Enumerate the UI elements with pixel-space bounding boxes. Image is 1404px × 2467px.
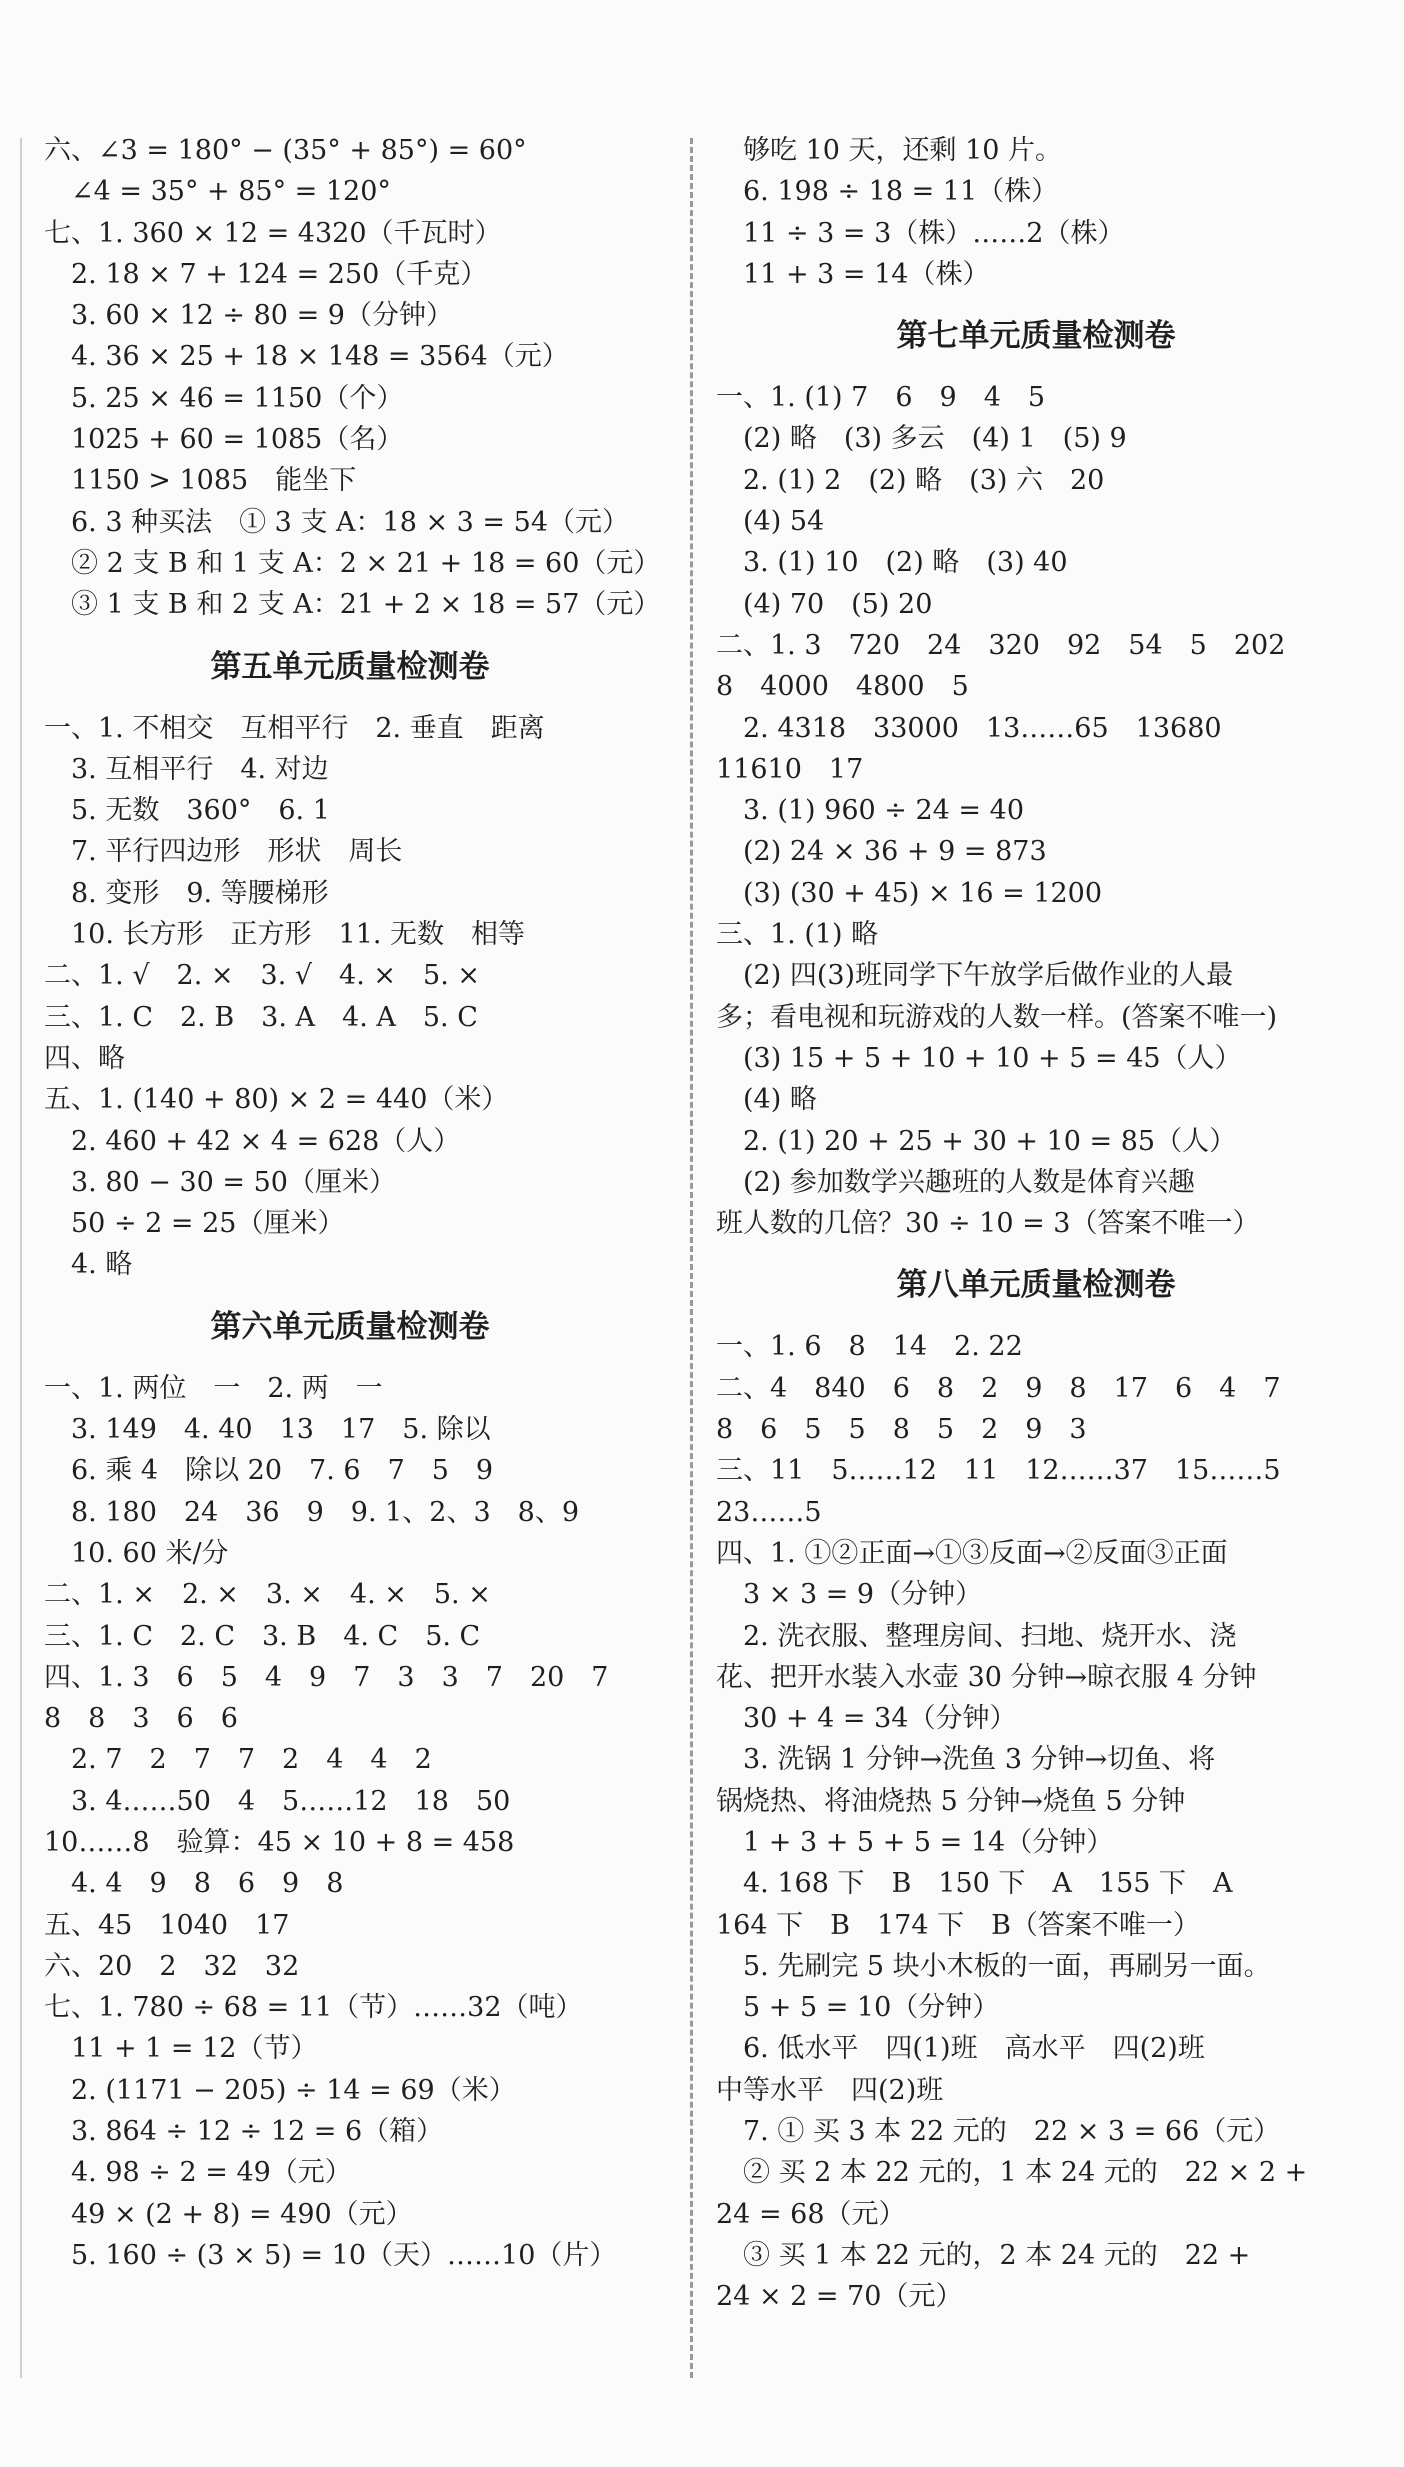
answer-line: 四、1. ①②正面→①③反面→②反面③正面 <box>716 1537 1228 1569</box>
answer-line: 2. (1171 − 205) ÷ 14 = 69（米） <box>44 2074 516 2106</box>
answer-line: 中等水平 四(2)班 <box>716 2074 944 2106</box>
answer-line: 2. (1) 20 + 25 + 30 + 10 = 85（人） <box>716 1125 1237 1157</box>
answer-line: 10……8 验算：45 × 10 + 8 = 458 <box>44 1826 515 1858</box>
answer-line: 164 下 B 174 下 B（答案不唯一） <box>716 1909 1200 1941</box>
answer-line: 三、1. (1) 略 <box>716 919 879 951</box>
answer-line: 四、1. 3 6 5 4 9 7 3 3 7 20 7 <box>44 1661 609 1693</box>
section-heading: 第七单元质量检测卷 <box>896 318 1176 355</box>
answer-line: ② 买 2 本 22 元的，1 本 24 元的 22 × 2 + <box>716 2157 1308 2189</box>
answer-line: 多；看电视和玩游戏的人数一样。(答案不唯一) <box>716 1001 1278 1033</box>
answer-line: (4) 54 <box>716 506 825 538</box>
answer-line: 3. (1) 960 ÷ 24 = 40 <box>716 795 1024 827</box>
answer-line: 23……5 <box>716 1496 822 1528</box>
answer-line: 2. 7 2 7 7 2 4 4 2 <box>44 1744 432 1776</box>
answer-line: 3. 60 × 12 ÷ 80 = 9（分钟） <box>44 300 453 332</box>
answer-line: 24 × 2 = 70（元） <box>716 2281 963 2313</box>
answer-line: 三、1. C 2. C 3. B 4. C 5. C <box>44 1620 481 1652</box>
answer-line: 3. 864 ÷ 12 ÷ 12 = 6（箱） <box>44 2116 444 2148</box>
answer-line: 二、1. √ 2. × 3. √ 4. × 5. × <box>44 960 480 992</box>
answer-line: 锅烧热、将油烧热 5 分钟→烧鱼 5 分钟 <box>716 1785 1186 1817</box>
answer-line: 49 × (2 + 8) = 490（元） <box>44 2198 413 2230</box>
answer-line: ② 2 支 B 和 1 支 A：2 × 21 + 18 = 60（元） <box>44 547 661 579</box>
answer-line: 2. 4318 33000 13……65 13680 <box>716 712 1222 744</box>
answer-line: 8 6 5 5 8 5 2 9 3 <box>716 1414 1087 1446</box>
answer-line: 6. 低水平 四(1)班 高水平 四(2)班 <box>716 2033 1205 2065</box>
answer-line: 三、11 5……12 11 12……37 15……5 <box>716 1455 1281 1487</box>
answer-line: 4. 168 下 B 150 下 A 155 下 A <box>716 1868 1233 1900</box>
answer-line: 30 + 4 = 34（分钟） <box>716 1703 1017 1735</box>
answer-line: 1025 + 60 = 1085（名） <box>44 424 404 456</box>
answer-line: 11 + 3 = 14（株） <box>716 258 990 290</box>
answer-line: 班人数的几倍？30 ÷ 10 = 3（答案不唯一） <box>716 1208 1260 1240</box>
answer-line: 6. 3 种买法 ① 3 支 A：18 × 3 = 54（元） <box>44 506 629 538</box>
answer-line: (3) (30 + 45) × 16 = 1200 <box>716 877 1103 909</box>
answer-line: 一、1. 不相交 互相平行 2. 垂直 距离 <box>44 712 545 744</box>
answer-line: 3. 互相平行 4. 对边 <box>44 753 329 785</box>
answer-line: 1 + 3 + 5 + 5 = 14（分钟） <box>716 1826 1114 1858</box>
answer-line: 8 8 3 6 6 <box>44 1703 238 1735</box>
section-heading: 第五单元质量检测卷 <box>210 648 490 685</box>
left-margin-line <box>20 138 22 2378</box>
answer-line: 2. 洗衣服、整理房间、扫地、烧开水、浇 <box>716 1620 1237 1652</box>
answer-line: (2) 24 × 36 + 9 = 873 <box>716 836 1047 868</box>
section-heading: 第八单元质量检测卷 <box>896 1267 1176 1304</box>
answer-line: 五、45 1040 17 <box>44 1909 290 1941</box>
answer-line: 6. 乘 4 除以 20 7. 6 7 5 9 <box>44 1455 494 1487</box>
answer-line: 2. 18 × 7 + 124 = 250（千克） <box>44 258 488 290</box>
answer-line: 8. 变形 9. 等腰梯形 <box>44 877 329 909</box>
answer-line: 3. (1) 10 (2) 略 (3) 40 <box>716 547 1068 579</box>
answer-line: 50 ÷ 2 = 25（厘米） <box>44 1208 345 1240</box>
answer-line: 六、20 2 32 32 <box>44 1950 300 1982</box>
answer-line: 7. 平行四边形 形状 周长 <box>44 836 403 868</box>
answer-line: 3. 80 − 30 = 50（厘米） <box>44 1166 396 1198</box>
answer-line: (2) 参加数学兴趣班的人数是体育兴趣 <box>716 1166 1195 1198</box>
answer-line: 六、∠3 = 180° − (35° + 85°) = 60° <box>44 135 527 166</box>
answer-line: 4. 4 9 8 6 9 8 <box>44 1868 344 1900</box>
answer-line: 一、1. 6 8 14 2. 22 <box>716 1331 1023 1363</box>
answer-line: 三、1. C 2. B 3. A 4. A 5. C <box>44 1001 478 1033</box>
answer-line: 3. 4……50 4 5……12 18 50 <box>44 1785 511 1817</box>
answer-line: 七、1. 780 ÷ 68 = 11（节）……32（吨） <box>44 1992 583 2024</box>
answer-line: 5. 无数 360° 6. 1 <box>44 795 330 827</box>
column-divider <box>690 138 693 2378</box>
answer-line: (3) 15 + 5 + 10 + 10 + 5 = 45（人） <box>716 1042 1242 1074</box>
answer-line: 4. 略 <box>44 1249 133 1281</box>
answer-line: 一、1. (1) 7 6 9 4 5 <box>716 382 1046 414</box>
answer-line: 5. 先刷完 5 块小木板的一面，再刷另一面。 <box>716 1950 1271 1982</box>
answer-line: 6. 198 ÷ 18 = 11（株） <box>716 176 1059 208</box>
answer-line: 11610 17 <box>716 753 864 785</box>
answer-line: 二、1. × 2. × 3. × 4. × 5. × <box>44 1579 491 1611</box>
answer-line: 2. (1) 2 (2) 略 (3) 六 20 <box>716 464 1105 496</box>
answer-line: 四、略 <box>44 1042 125 1074</box>
right-answer-column <box>716 130 1356 2318</box>
answer-line: 七、1. 360 × 12 = 4320（千瓦时） <box>44 217 502 249</box>
answer-line: 11 + 1 = 12（节） <box>44 2033 318 2065</box>
answer-line: 3. 149 4. 40 13 17 5. 除以 <box>44 1414 491 1446</box>
answer-line: 2. 460 + 42 × 4 = 628（人） <box>44 1125 461 1157</box>
section-heading: 第六单元质量检测卷 <box>210 1308 490 1345</box>
answer-line: 7. ① 买 3 本 22 元的 22 × 3 = 66（元） <box>716 2116 1281 2148</box>
answer-line: (2) 略 (3) 多云 (4) 1 (5) 9 <box>716 423 1127 455</box>
answer-line: 五、1. (140 + 80) × 2 = 440（米） <box>44 1084 509 1116</box>
answer-line: 一、1. 两位 一 2. 两 一 <box>44 1372 383 1404</box>
answer-line: 够吃 10 天，还剩 10 片。 <box>716 135 1063 166</box>
answer-line: 8 4000 4800 5 <box>716 671 969 703</box>
answer-line: 3. 洗锅 1 分钟→洗鱼 3 分钟→切鱼、将 <box>716 1744 1216 1776</box>
answer-line: (4) 略 <box>716 1084 817 1116</box>
answer-line: 4. 36 × 25 + 18 × 148 = 3564（元） <box>44 341 569 373</box>
answer-line: ③ 买 1 本 22 元的，2 本 24 元的 22 + <box>716 2239 1251 2271</box>
answer-line: 4. 98 ÷ 2 = 49（元） <box>44 2157 352 2189</box>
answer-line: 11 ÷ 3 = 3（株）……2（株） <box>716 217 1125 249</box>
answer-line: 5 + 5 = 10（分钟） <box>716 1992 1000 2024</box>
answer-line: 10. 60 米/分 <box>44 1537 229 1569</box>
answer-line: 5. 25 × 46 = 1150（个） <box>44 382 404 414</box>
answer-line: (4) 70 (5) 20 <box>716 588 933 620</box>
left-answer-column <box>44 130 661 2276</box>
answer-line: 二、4 840 6 8 2 9 8 17 6 4 7 <box>716 1372 1281 1404</box>
answer-line: 8. 180 24 36 9 9. 1、2、3 8、9 <box>44 1496 580 1528</box>
answer-line: 24 = 68（元） <box>716 2198 906 2230</box>
answer-line: ∠4 = 35° + 85° = 120° <box>44 176 391 208</box>
answer-line: 花、把开水装入水壶 30 分钟→晾衣服 4 分钟 <box>716 1661 1257 1693</box>
answer-line: 二、1. 3 720 24 320 92 54 5 202 <box>716 629 1286 661</box>
answer-line: (2) 四(3)班同学下午放学后做作业的人最 <box>716 960 1234 992</box>
answer-line: 10. 长方形 正方形 11. 无数 相等 <box>44 919 526 951</box>
answer-line: 5. 160 ÷ (3 × 5) = 10（天）……10（片） <box>44 2239 617 2271</box>
answer-line: 1150 > 1085 能坐下 <box>44 465 357 497</box>
answer-line: 3 × 3 = 9（分钟） <box>716 1579 983 1611</box>
answer-line: ③ 1 支 B 和 2 支 A：21 + 2 × 18 = 57（元） <box>44 589 661 621</box>
